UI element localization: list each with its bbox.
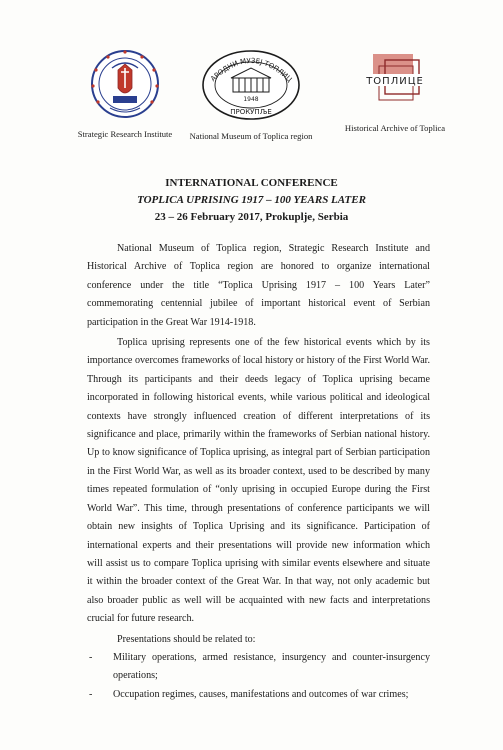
logo-row [0,48,503,141]
topics-intro: Presentations should be related to: [117,633,256,645]
list-bullet: - [89,688,93,700]
topic-text: Occupation regimes, causes, manifestations and outcomes of war crimes; [113,688,409,700]
institute-seal-icon [90,48,160,120]
logo-caption-institute: Strategic Research Institute [77,129,173,139]
logo-strategic-research-institute [55,48,195,139]
topics-list [87,649,430,704]
museum-seal-city: ПРОКУПЉЕ [230,108,272,116]
topic-text: Military operations, armed resistance, insurgency and counter-insurgency operations; [113,651,430,682]
logo-caption-museum: National Museum of Toplica region [189,131,313,141]
logo-national-museum [176,48,326,141]
conference-title: INTERNATIONAL CONFERENCE [165,177,338,189]
museum-seal-icon [199,48,303,122]
paragraph-significance: Toplica uprising represents one of the few historical events which by its importance overcomes frameworks of local history or history of the First World War. Through its participants and their deeds legacy of Toplica uprising became incorporated in following historical events, while various political and ideological contexts have strongly influenced creation of different interpretations of its significance and place, primarily within the frameworks of Serbian national history. Up to know significance of Toplica uprising, as integral part of Serbian participation in the First World War, as well as its broader context, used to be described by many times repeated formulation of “only uprising in occupied Europe during the First World War”. This time, through presentations of conference participants we will obtain new insights of Toplica Uprising and its significance. Participation of international experts and their presentations will provide new information which will assist us to compare Toplica uprising with similar events elsewhere and situate it within the broader context of the Great War. In that way, not only academic but also broader public as well will be acquainted with new facts and interpretations crucial for future research. [87,337,430,625]
museum-seal-year: 1948 [243,96,259,103]
list-item [87,649,430,686]
document-body [87,240,430,704]
paragraph-introduction: National Museum of Toplica region, Strategic Research Institute and Historical Archive of Toplica region are honored to organize international conference under the title “Toplica Uprising 1917 – 100 Years Later” commemorating centennial jubilee of important historical event of Serbian participation in the Great War 1914-1918. [87,243,430,328]
list-bullet: - [89,651,93,663]
conference-dates: 23 – 26 February 2017, Prokuplje, Serbia [154,211,349,223]
logo-historical-archive [320,48,470,133]
list-item [87,686,430,704]
conference-subtitle: TOPLICA UPRISING 1917 – 100 YEARS LATER [137,194,366,206]
archive-emblem-text: ТОПЛИЦЕ [366,76,424,87]
museum-seal-text: АРОДНИ МУЗЕЈ ТОПЛИЦ [209,56,294,84]
conference-header [0,175,503,226]
archive-emblem-icon [365,48,425,114]
logo-caption-archive: Historical Archive of Toplica [344,123,446,133]
